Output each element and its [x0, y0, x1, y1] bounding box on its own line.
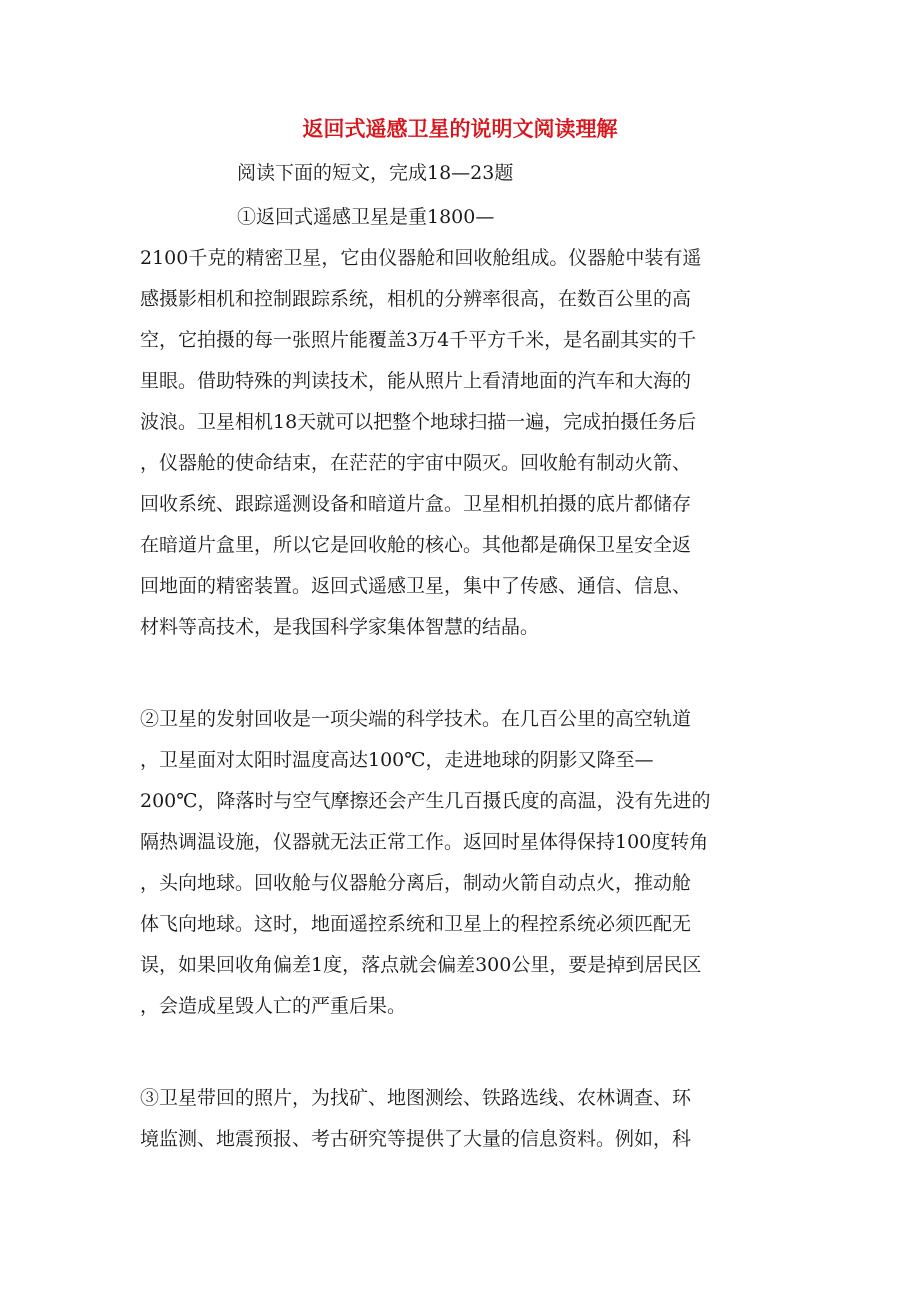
paragraph-1-line: 空，它拍摄的每一张照片能覆盖3万4千平方千米，是名副其实的千: [140, 329, 697, 351]
paragraph-2-line: 误，如果回收角偏差1度，落点就会偏差300公里，要是掉到居民区: [140, 954, 702, 976]
paragraph-1-line: 里眼。借助特殊的判读技术，能从照片上看清地面的汽车和大海的: [140, 370, 692, 392]
paragraph-2-line: 体飞向地球。这时，地面遥控系统和卫星上的程控系统必须匹配无: [140, 913, 692, 935]
paragraph-1-line: 材料等高技术，是我国科学家集体智慧的结晶。: [140, 616, 540, 638]
paragraph-3-line: ③卫星带回的照片，为找矿、地图测绘、铁路选线、农林调查、环: [140, 1087, 692, 1109]
paragraph-1-line: 在暗道片盒里，所以它是回收舱的核心。其他都是确保卫星安全返: [140, 534, 692, 556]
paragraph-2-line: ，头向地球。回收舱与仪器舱分离后，制动火箭自动点火，推动舱: [140, 872, 692, 894]
paragraph-2-line: ，会造成星毁人亡的严重后果。: [140, 995, 407, 1017]
paragraph-1-line: ①返回式遥感卫星是重1800—: [237, 206, 495, 228]
paragraph-2-line: 200℃，降落时与空气摩擦还会产生几百摄氏度的高温，没有先进的: [140, 790, 711, 812]
paragraph-1-line: ，仪器舱的使命结束，在茫茫的宇宙中陨灭。回收舱有制动火箭、: [140, 452, 692, 474]
paragraph-2-line: ②卫星的发射回收是一项尖端的科学技术。在几百公里的高空轨道: [140, 708, 692, 730]
paragraph-1-line: 回地面的精密装置。返回式遥感卫星，集中了传感、通信、信息、: [140, 575, 692, 597]
paragraph-2-line: 隔热调温设施，仪器就无法正常工作。返回时星体得保持100度转角: [140, 831, 709, 853]
paragraph-1-line: 回收系统、跟踪遥测设备和暗道片盒。卫星相机拍摄的底片都储存: [140, 493, 692, 515]
paragraph-1-line: 感摄影相机和控制跟踪系统，相机的分辨率很高，在数百公里的高: [140, 288, 692, 310]
paragraph-1-line: 2100千克的精密卫星，它由仪器舱和回收舱组成。仪器舱中装有遥: [140, 247, 702, 269]
paragraph-1-line: 波浪。卫星相机18天就可以把整个地球扫描一遍，完成拍摄任务后: [140, 411, 697, 433]
paragraph-2-line: ，卫星面对太阳时温度高达100℃，走进地球的阴影又降至—: [140, 749, 654, 771]
paragraph-3-line: 境监测、地震预报、考古研究等提供了大量的信息资料。例如，科: [140, 1128, 692, 1150]
instruction-line: 阅读下面的短文，完成18—23题: [237, 162, 514, 184]
document-title: 返回式遥感卫星的说明文阅读理解: [302, 116, 618, 141]
